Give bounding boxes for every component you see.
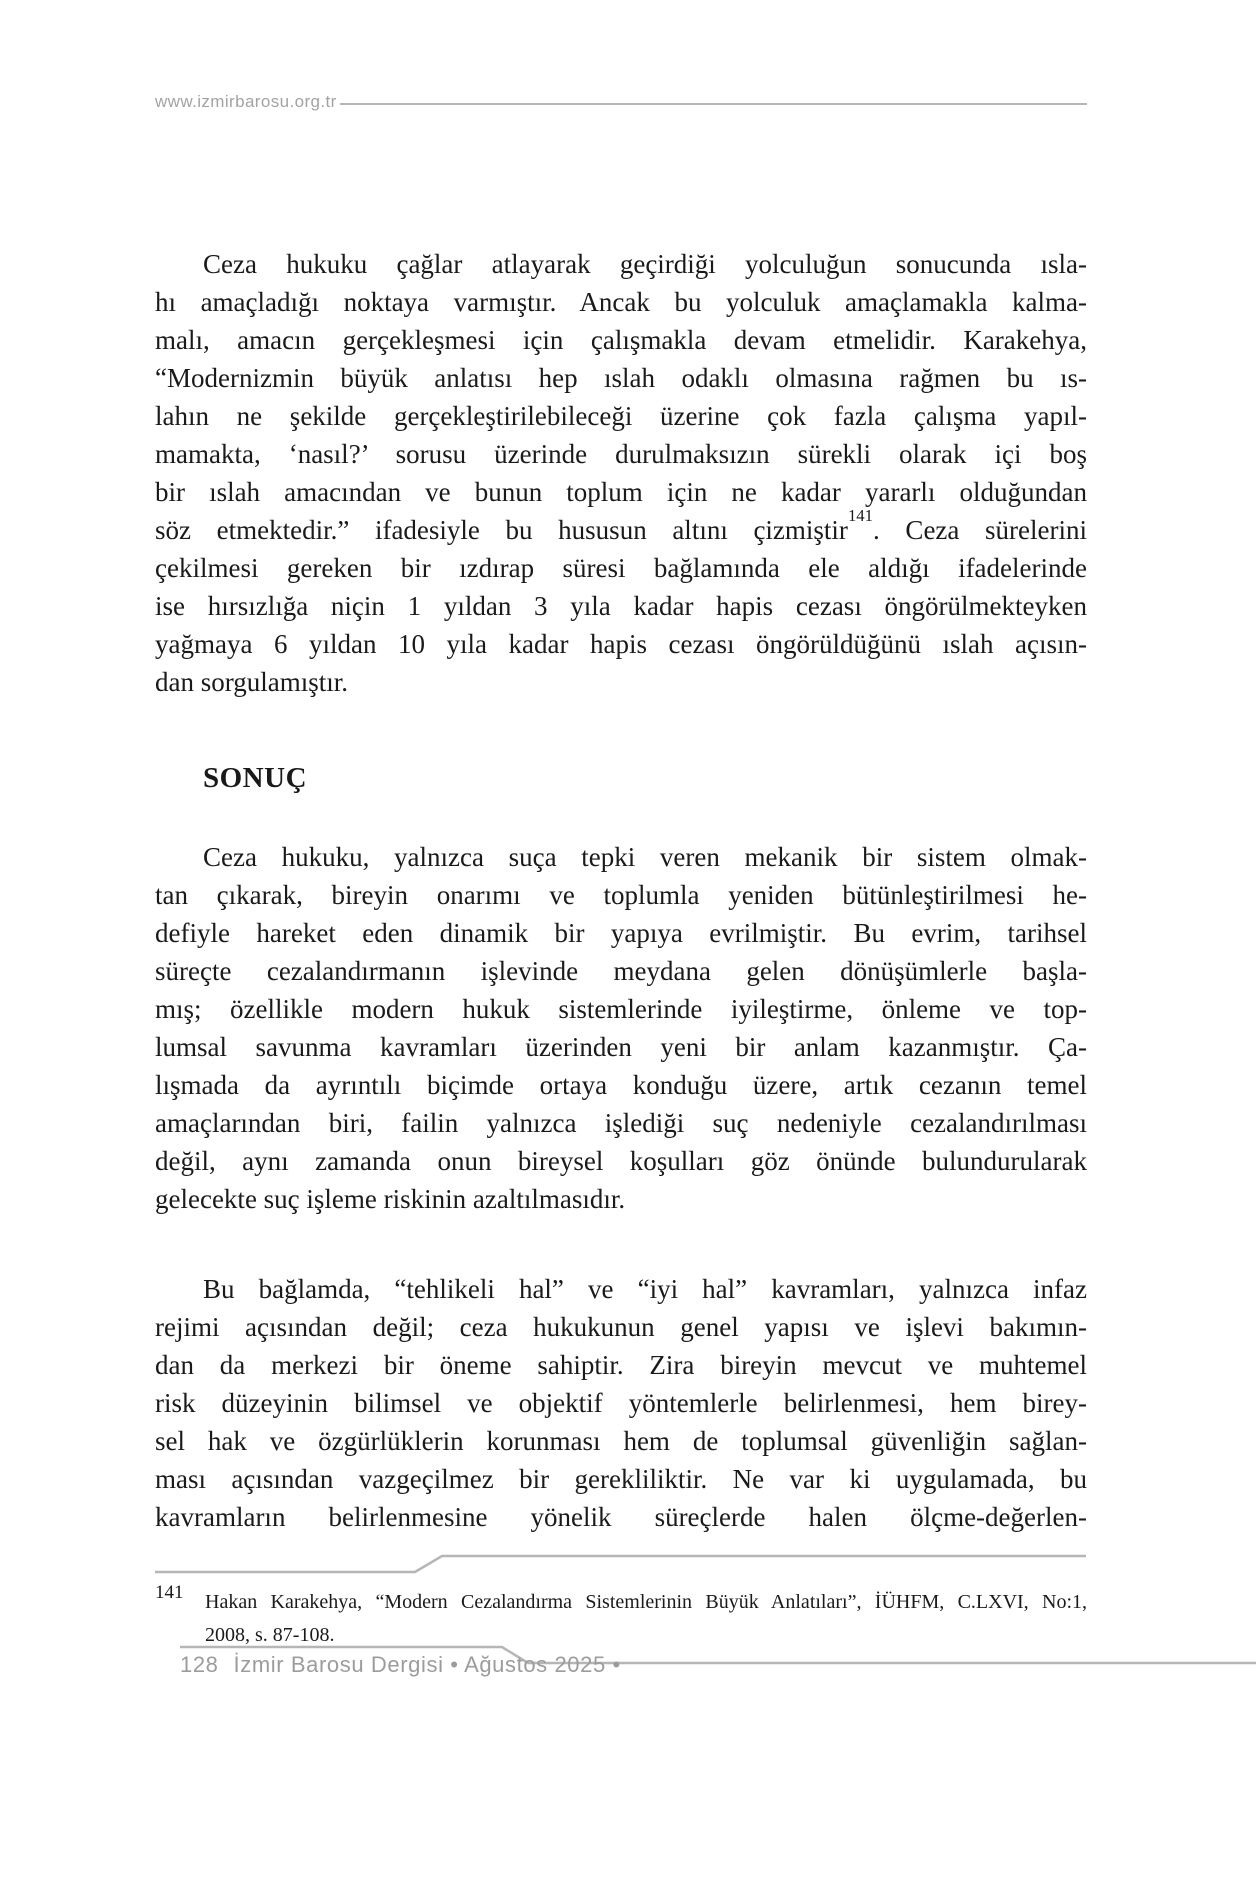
text-line: yağmaya 6 yıldan 10 yıla kadar hapis cezası öngörüldüğünü ıslah açısın- [155,629,1087,659]
text-line: kavramların belirlenmesine yönelik süreçlerde halen ölçme-değerlen- [155,1502,1087,1532]
text-line: lışmada da ayrıntılı biçimde ortaya konduğu üzere, artık cezanın temel [155,1070,1087,1100]
text-line: rejimi açısından değil; ceza hukukunun genel yapısı ve işlevi bakımın- [155,1312,1087,1342]
text-line: değil, aynı zamanda onun bireysel koşulları göz önünde bulundurularak [155,1146,1087,1176]
text-line: süreçte cezalandırmanın işlevinde meydana gelen dönüşümlerle başla- [155,956,1087,986]
text-line: defiyle hareket eden dinamik bir yapıya evrilmiştir. Bu evrim, tarihsel [155,918,1087,948]
text-line: mış; özellikle modern hukuk sistemlerinde iyileştirme, önleme ve top- [155,994,1087,1024]
text-line: mamakta, ‘nasıl?’ sorusu üzerinde durulmaksızın sürekli olarak içi boş [155,439,1087,469]
text-line: Ceza hukuku çağlar atlayarak geçirdiği yolculuğun sonucunda ısla- [203,249,1087,279]
text-line: Hakan Karakehya, “Modern Cezalandırma Sistemlerinin Büyük Anlatıları”, İÜHFM, C.LXVI, No:1, [205,1591,1087,1613]
text-line: lumsal savunma kavramları üzerinden yeni bir anlam kazanmıştır. Ça- [155,1032,1087,1062]
text-line: ise hırsızlığa niçin 1 yıldan 3 yıla kadar hapis cezası öngörülmekteyken [155,591,1087,621]
text-line: risk düzeyinin bilimsel ve objektif yöntemlerle belirlenmesi, hem birey- [155,1388,1087,1418]
section-heading: SONUÇ [203,762,308,794]
text-line: ması açısından vazgeçilmez bir gerekliliktir. Ne var ki uygulamada, bu [155,1464,1087,1494]
header-url: www.izmirbarosu.org.tr [155,92,337,111]
footnote-reference: 141 [847,506,874,526]
text-line: hı amaçladığı noktaya varmıştır. Ancak bu yolculuk amaçlamakla kalma- [155,287,1087,317]
text-line: gelecekte suç işleme riskinin azaltılmasıdır. [155,1184,626,1214]
text-line: “Modernizmin büyük anlatısı hep ıslah odaklı olmasına rağmen bu ıs- [155,363,1087,393]
paragraph-2 [155,838,1087,1218]
paragraph-1 [155,245,1087,701]
text-line: lahın ne şekilde gerçekleştirilebileceği üzerine çok fazla çalışma yapıl- [155,401,1087,431]
footnote-number: 141 [155,1582,184,1603]
page-footer [180,1652,621,1678]
text-line: dan da merkezi bir öneme sahiptir. Zira bireyin mevcut ve muhtemel [155,1350,1087,1380]
text-line: Ceza hukuku, yalnızca suça tepki veren mekanik bir sistem olmak- [203,842,1087,872]
page-header [155,92,1087,112]
text-line: sel hak ve özgürlüklerin korunması hem de toplumsal güvenliğin sağlan- [155,1426,1087,1456]
text-line: dan sorgulamıştır. [155,667,348,697]
text-line: Bu bağlamda, “tehlikeli hal” ve “iyi hal” kavramları, yalnızca infaz [203,1274,1087,1304]
text-line: tan çıkarak, bireyin onarımı ve toplumla yeniden bütünleştirilmesi he- [155,880,1087,910]
paragraph-3 [155,1270,1087,1536]
footer-label: İzmir Barosu Dergisi • Ağustos 2025 • [233,1652,621,1677]
text-line: amaçlarından biri, failin yalnızca işlediği suç nedeniyle cezalandırılması [155,1108,1087,1138]
text-line: söz etmektedir.” ifadesiyle bu hususun altını çizmiştir$^{141}$. Ceza sürelerini [155,506,1087,545]
text-line: malı, amacın gerçekleşmesi için çalışmakla devam etmelidir. Karakehya, [155,325,1087,355]
footnote-divider [150,1548,1090,1578]
text-line: 2008, s. 87-108. [205,1624,335,1646]
text-line: çekilmesi gereken bir ızdırap süresi bağlamında ele aldığı ifadelerinde [155,553,1087,583]
text-line: bir ıslah amacından ve bunun toplum için ne kadar yararlı olduğundan [155,477,1087,507]
page-number: 128 [180,1652,219,1677]
header-rule [340,103,1087,105]
